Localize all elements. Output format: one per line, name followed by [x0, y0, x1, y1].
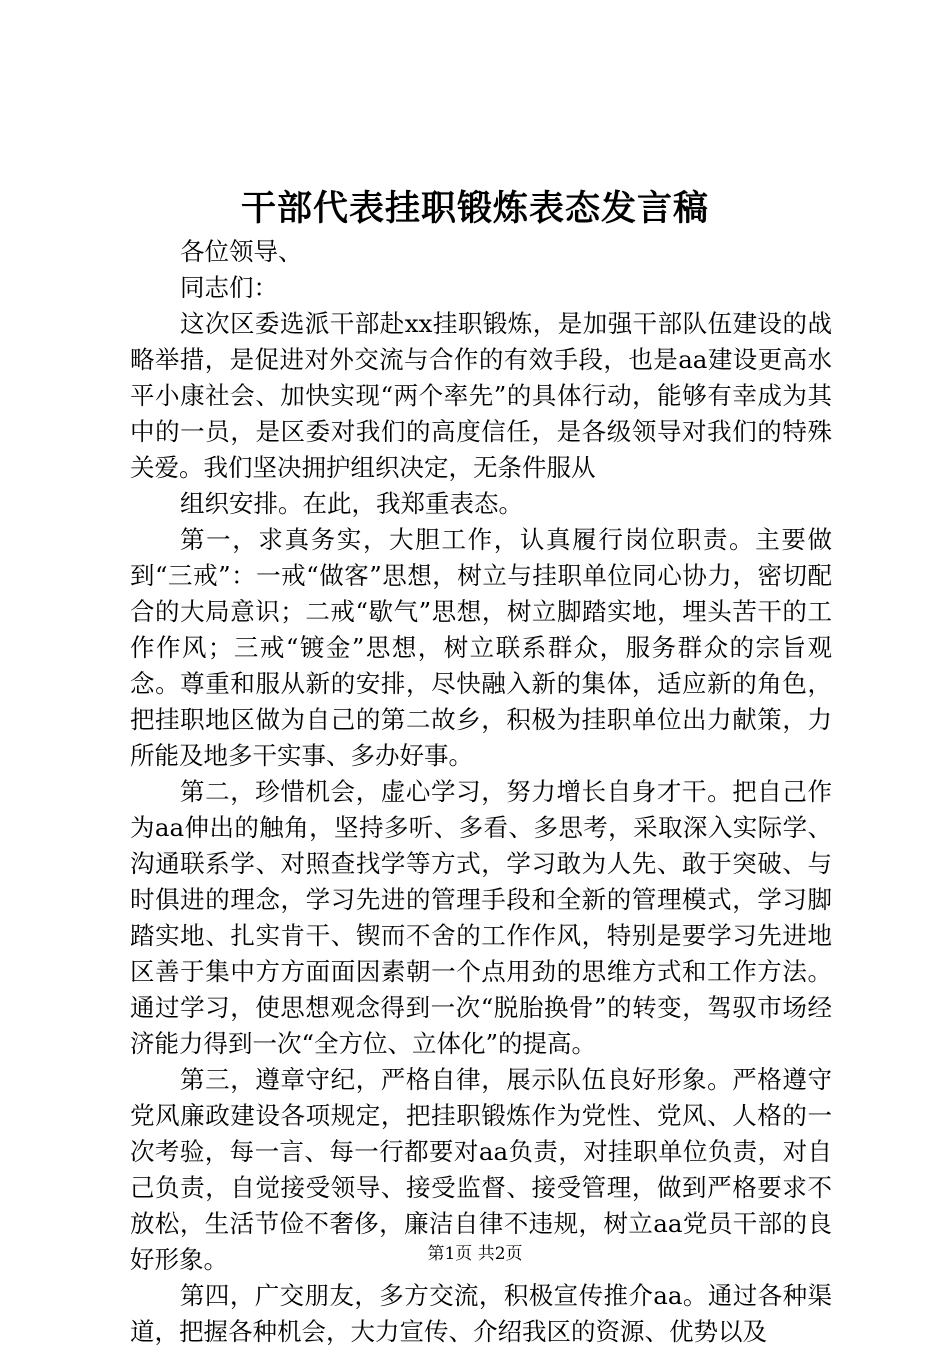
salutation-leaders: 各位领导、: [180, 237, 303, 266]
paragraph-intro: 这次区委选派干部赴xx挂职锻炼，是加强干部队伍建设的战略举措，是促进对外交流与合作的有效手段，也是aa建设更高水平小康社会、加快实现“两个率先”的具体行动，能够有幸成为其中的一员，是区委对我们的高度信任，是各级领导对我们的特殊关爱。我们坚决拥护组织决定，无条件服从: [130, 309, 832, 482]
page-footer: 第1页 共2页: [427, 1244, 523, 1264]
salutation-comrades: 同志们：: [180, 273, 278, 302]
paragraph-third-point: 第三，遵章守纪，严格自律，展示队伍良好形象。严格遵守党风廉政建设各项规定，把挂职锻炼作为党性、党风、人格的一次考验，每一言、每一行都要对aa负责，对挂职单位负责，对自己负责，自觉接受领导、接受监督、接受管理，做到严格要求不放松，生活节俭不奢侈，廉洁自律不违规，树立aa党员干部的良好形象。: [130, 1065, 832, 1274]
paragraph-fourth-point: 第四，广交朋友，多方交流，积极宣传推介aa。通过各种渠道，把握各种机会，大力宣传、介绍我区的资源、优势以及: [130, 1281, 832, 1346]
document-body: [130, 234, 832, 1350]
document-title: 干部代表挂职锻炼表态发言稿: [240, 188, 709, 229]
paragraph-intro-continuation: 组织安排。在此，我郑重表态。: [180, 489, 523, 518]
paragraph-second-point: 第二，珍惜机会，虚心学习，努力增长自身才干。把自己作为aa伸出的触角，坚持多听、多看、多思考，采取深入实际学、沟通联系学、对照查找学等方式，学习敢为人先、敢于突破、与时俱进的理念，学习先进的管理手段和全新的管理模式，学习脚踏实地、扎实肯干、锲而不舍的工作作风，特别是要学习先进地区善于集中方方面面因素朝一个点用劲的思维方式和工作方法。通过学习，使思想观念得到一次“脱胎换骨”的转变，驾驭市场经济能力得到一次“全方位、立体化”的提高。: [130, 777, 832, 1058]
paragraph-first-point: 第一，求真务实，大胆工作，认真履行岗位职责。主要做到“三戒”：一戒“做客”思想，树立与挂职单位同心协力，密切配合的大局意识；二戒“歇气”思想，树立脚踏实地，埋头苦干的工作作风；三戒“镀金”思想，树立联系群众，服务群众的宗旨观念。尊重和服从新的安排，尽快融入新的集体，适应新的角色，把挂职地区做为自己的第二故乡，积极为挂职单位出力献策，力所能及地多干实事、多办好事。: [130, 525, 832, 770]
